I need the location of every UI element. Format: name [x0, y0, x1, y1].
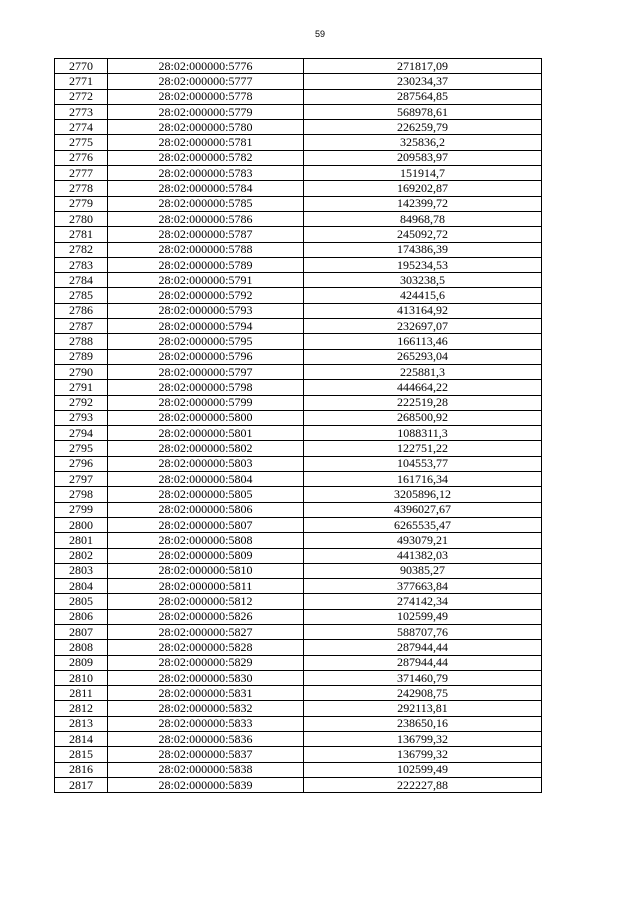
table-row [55, 242, 542, 257]
row-number-cell: 2777 [55, 166, 108, 181]
row-number-cell: 2804 [55, 579, 108, 594]
value-cell: 102599,49 [304, 762, 542, 777]
table-row [55, 426, 542, 441]
row-number-cell: 2805 [55, 594, 108, 609]
row-number-cell: 2788 [55, 334, 108, 349]
cadastral-number-cell: 28:02:000000:5838 [108, 762, 304, 777]
table-row [55, 364, 542, 379]
value-cell: 225881,3 [304, 364, 542, 379]
cadastral-number-cell: 28:02:000000:5831 [108, 686, 304, 701]
value-cell: 245092,72 [304, 227, 542, 242]
value-cell: 90385,27 [304, 563, 542, 578]
row-number-cell: 2770 [55, 59, 108, 74]
row-number-cell: 2789 [55, 349, 108, 364]
table-row [55, 166, 542, 181]
value-cell: 102599,49 [304, 609, 542, 624]
cadastral-number-cell: 28:02:000000:5780 [108, 120, 304, 135]
cadastral-number-cell: 28:02:000000:5827 [108, 624, 304, 639]
table-row [55, 303, 542, 318]
cadastral-number-cell: 28:02:000000:5802 [108, 441, 304, 456]
table-body [55, 59, 542, 793]
table-row [55, 777, 542, 792]
row-number-cell: 2799 [55, 502, 108, 517]
cadastral-number-cell: 28:02:000000:5833 [108, 716, 304, 731]
row-number-cell: 2774 [55, 120, 108, 135]
row-number-cell: 2785 [55, 288, 108, 303]
cadastral-number-cell: 28:02:000000:5808 [108, 533, 304, 548]
cadastral-number-cell: 28:02:000000:5807 [108, 517, 304, 532]
row-number-cell: 2806 [55, 609, 108, 624]
value-cell: 303238,5 [304, 273, 542, 288]
cadastral-number-cell: 28:02:000000:5812 [108, 594, 304, 609]
value-cell: 222519,28 [304, 395, 542, 410]
value-cell: 413164,92 [304, 303, 542, 318]
table-row [55, 59, 542, 74]
table-row [55, 609, 542, 624]
cadastral-number-cell: 28:02:000000:5795 [108, 334, 304, 349]
cadastral-number-cell: 28:02:000000:5796 [108, 349, 304, 364]
value-cell: 84968,78 [304, 211, 542, 226]
value-cell: 274142,34 [304, 594, 542, 609]
row-number-cell: 2814 [55, 732, 108, 747]
value-cell: 268500,92 [304, 410, 542, 425]
table-row [55, 288, 542, 303]
table-row [55, 334, 542, 349]
table-row [55, 380, 542, 395]
table-row [55, 395, 542, 410]
cadastral-number-cell: 28:02:000000:5801 [108, 426, 304, 441]
value-cell: 441382,03 [304, 548, 542, 563]
cadastral-number-cell: 28:02:000000:5811 [108, 579, 304, 594]
row-number-cell: 2815 [55, 747, 108, 762]
cadastral-number-cell: 28:02:000000:5792 [108, 288, 304, 303]
row-number-cell: 2810 [55, 670, 108, 685]
table-row [55, 655, 542, 670]
row-number-cell: 2790 [55, 364, 108, 379]
row-number-cell: 2794 [55, 426, 108, 441]
table-row [55, 104, 542, 119]
cadastral-number-cell: 28:02:000000:5786 [108, 211, 304, 226]
value-cell: 377663,84 [304, 579, 542, 594]
table-row [55, 135, 542, 150]
row-number-cell: 2773 [55, 104, 108, 119]
table-row [55, 487, 542, 502]
row-number-cell: 2782 [55, 242, 108, 257]
table-row [55, 762, 542, 777]
value-cell: 238650,16 [304, 716, 542, 731]
row-number-cell: 2800 [55, 517, 108, 532]
value-cell: 209583,97 [304, 150, 542, 165]
row-number-cell: 2772 [55, 89, 108, 104]
cadastral-number-cell: 28:02:000000:5806 [108, 502, 304, 517]
value-cell: 493079,21 [304, 533, 542, 548]
row-number-cell: 2807 [55, 624, 108, 639]
row-number-cell: 2816 [55, 762, 108, 777]
row-number-cell: 2793 [55, 410, 108, 425]
table-row [55, 196, 542, 211]
table-row [55, 579, 542, 594]
cadastral-number-cell: 28:02:000000:5828 [108, 640, 304, 655]
value-cell: 222227,88 [304, 777, 542, 792]
table-row [55, 273, 542, 288]
table-row [55, 319, 542, 334]
cadastral-number-cell: 28:02:000000:5784 [108, 181, 304, 196]
value-cell: 174386,39 [304, 242, 542, 257]
row-number-cell: 2797 [55, 472, 108, 487]
table-row [55, 410, 542, 425]
row-number-cell: 2813 [55, 716, 108, 731]
cadastral-number-cell: 28:02:000000:5830 [108, 670, 304, 685]
data-table [54, 58, 542, 793]
row-number-cell: 2792 [55, 395, 108, 410]
row-number-cell: 2778 [55, 181, 108, 196]
table-row [55, 181, 542, 196]
row-number-cell: 2776 [55, 150, 108, 165]
table-row [55, 624, 542, 639]
value-cell: 568978,61 [304, 104, 542, 119]
row-number-cell: 2801 [55, 533, 108, 548]
row-number-cell: 2786 [55, 303, 108, 318]
table-row [55, 456, 542, 471]
table-row [55, 472, 542, 487]
value-cell: 287944,44 [304, 640, 542, 655]
cadastral-number-cell: 28:02:000000:5789 [108, 257, 304, 272]
row-number-cell: 2781 [55, 227, 108, 242]
table-row [55, 120, 542, 135]
cadastral-number-cell: 28:02:000000:5800 [108, 410, 304, 425]
cadastral-number-cell: 28:02:000000:5781 [108, 135, 304, 150]
table-row [55, 502, 542, 517]
table-row [55, 89, 542, 104]
cadastral-number-cell: 28:02:000000:5782 [108, 150, 304, 165]
cadastral-number-cell: 28:02:000000:5805 [108, 487, 304, 502]
cadastral-number-cell: 28:02:000000:5803 [108, 456, 304, 471]
value-cell: 104553,77 [304, 456, 542, 471]
cadastral-number-cell: 28:02:000000:5791 [108, 273, 304, 288]
table-row [55, 349, 542, 364]
row-number-cell: 2802 [55, 548, 108, 563]
page-number: 59 [314, 29, 325, 39]
cadastral-number-cell: 28:02:000000:5810 [108, 563, 304, 578]
row-number-cell: 2796 [55, 456, 108, 471]
table-row [55, 640, 542, 655]
table-row [55, 74, 542, 89]
row-number-cell: 2787 [55, 319, 108, 334]
value-cell: 136799,32 [304, 732, 542, 747]
table-row [55, 227, 542, 242]
row-number-cell: 2809 [55, 655, 108, 670]
value-cell: 122751,22 [304, 441, 542, 456]
cadastral-number-cell: 28:02:000000:5797 [108, 364, 304, 379]
cadastral-number-cell: 28:02:000000:5804 [108, 472, 304, 487]
row-number-cell: 2803 [55, 563, 108, 578]
value-cell: 142399,72 [304, 196, 542, 211]
value-cell: 4396027,67 [304, 502, 542, 517]
value-cell: 287944,44 [304, 655, 542, 670]
row-number-cell: 2817 [55, 777, 108, 792]
cadastral-number-cell: 28:02:000000:5809 [108, 548, 304, 563]
row-number-cell: 2779 [55, 196, 108, 211]
row-number-cell: 2811 [55, 686, 108, 701]
cadastral-number-cell: 28:02:000000:5794 [108, 319, 304, 334]
table-row [55, 747, 542, 762]
value-cell: 226259,79 [304, 120, 542, 135]
cadastral-number-cell: 28:02:000000:5777 [108, 74, 304, 89]
value-cell: 242908,75 [304, 686, 542, 701]
cadastral-number-cell: 28:02:000000:5787 [108, 227, 304, 242]
cadastral-number-cell: 28:02:000000:5779 [108, 104, 304, 119]
cadastral-number-cell: 28:02:000000:5832 [108, 701, 304, 716]
value-cell: 271817,09 [304, 59, 542, 74]
value-cell: 588707,76 [304, 624, 542, 639]
table-row [55, 594, 542, 609]
cadastral-number-cell: 28:02:000000:5788 [108, 242, 304, 257]
table-row [55, 670, 542, 685]
table-row [55, 533, 542, 548]
cadastral-number-cell: 28:02:000000:5836 [108, 732, 304, 747]
value-cell: 166113,46 [304, 334, 542, 349]
value-cell: 161716,34 [304, 472, 542, 487]
cadastral-number-cell: 28:02:000000:5793 [108, 303, 304, 318]
value-cell: 292113,81 [304, 701, 542, 716]
cadastral-number-cell: 28:02:000000:5829 [108, 655, 304, 670]
value-cell: 287564,85 [304, 89, 542, 104]
table-row [55, 441, 542, 456]
row-number-cell: 2795 [55, 441, 108, 456]
table-row [55, 716, 542, 731]
value-cell: 230234,37 [304, 74, 542, 89]
cadastral-number-cell: 28:02:000000:5837 [108, 747, 304, 762]
table-row [55, 732, 542, 747]
cadastral-number-cell: 28:02:000000:5826 [108, 609, 304, 624]
row-number-cell: 2780 [55, 211, 108, 226]
value-cell: 136799,32 [304, 747, 542, 762]
value-cell: 232697,07 [304, 319, 542, 334]
value-cell: 1088311,3 [304, 426, 542, 441]
cadastral-number-cell: 28:02:000000:5785 [108, 196, 304, 211]
table-row [55, 686, 542, 701]
row-number-cell: 2791 [55, 380, 108, 395]
value-cell: 265293,04 [304, 349, 542, 364]
cadastral-number-cell: 28:02:000000:5783 [108, 166, 304, 181]
value-cell: 325836,2 [304, 135, 542, 150]
cadastral-number-cell: 28:02:000000:5776 [108, 59, 304, 74]
table-row [55, 701, 542, 716]
value-cell: 3205896,12 [304, 487, 542, 502]
value-cell: 371460,79 [304, 670, 542, 685]
value-cell: 151914,7 [304, 166, 542, 181]
table-row [55, 548, 542, 563]
value-cell: 169202,87 [304, 181, 542, 196]
row-number-cell: 2808 [55, 640, 108, 655]
row-number-cell: 2775 [55, 135, 108, 150]
value-cell: 195234,53 [304, 257, 542, 272]
table-row [55, 150, 542, 165]
table-row [55, 563, 542, 578]
cadastral-number-cell: 28:02:000000:5798 [108, 380, 304, 395]
row-number-cell: 2812 [55, 701, 108, 716]
value-cell: 6265535,47 [304, 517, 542, 532]
table-row [55, 517, 542, 532]
table-row [55, 257, 542, 272]
cadastral-number-cell: 28:02:000000:5778 [108, 89, 304, 104]
value-cell: 424415,6 [304, 288, 542, 303]
row-number-cell: 2783 [55, 257, 108, 272]
value-cell: 444664,22 [304, 380, 542, 395]
table-row [55, 211, 542, 226]
cadastral-number-cell: 28:02:000000:5839 [108, 777, 304, 792]
row-number-cell: 2771 [55, 74, 108, 89]
row-number-cell: 2798 [55, 487, 108, 502]
row-number-cell: 2784 [55, 273, 108, 288]
cadastral-number-cell: 28:02:000000:5799 [108, 395, 304, 410]
